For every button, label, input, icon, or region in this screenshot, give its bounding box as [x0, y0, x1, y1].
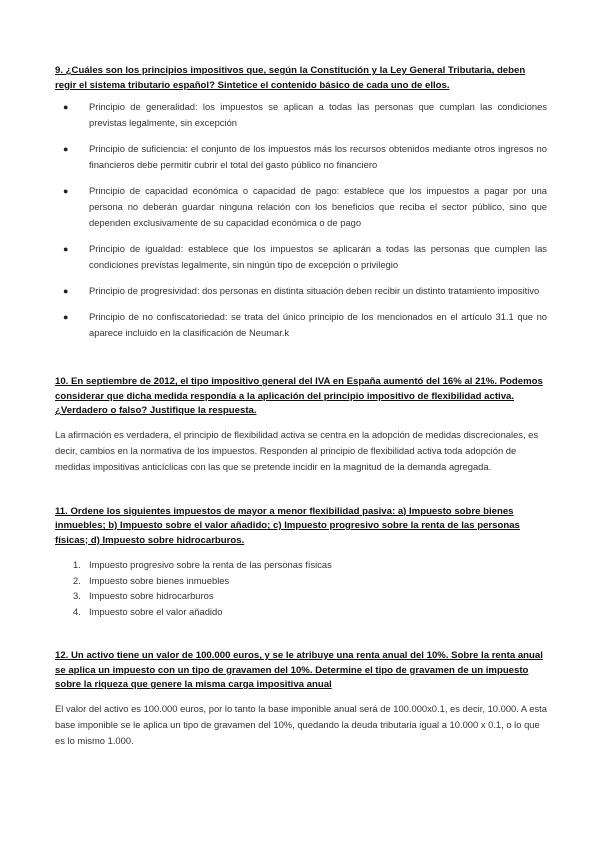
bullet-icon: ● [63, 144, 69, 154]
question-11-title: 11. Ordene los siguientes impuestos de mayor a menor flexibilidad pasiva: a) Impuesto sobre bienes inmuebles; b) Impuesto sobre el valor añadido; c) Impuesto progresivo sobre la renta de las personas físicas; d) Impuesto sobre hidrocarburos. [55, 505, 520, 546]
question-11-list [55, 557, 547, 619]
question-10-title: 10. En septiembre de 2012, el tipo impositivo general del IVA en España aumentó del 16% al 21%. Podemos considerar que dicha medida respondía a la aplicación del principio impositivo de flexibilidad activa. ¿Verdadero o falso? Justifique la respuesta. [55, 376, 543, 416]
list-item: 3. Impuesto sobre hidrocarburos [73, 590, 214, 601]
list-item: ● Principio de capacidad económica o capacidad de pago: establece que los impuestos a pagar por una persona no deberán guardar ninguna relación con los beneficios que reciba el sector público, sino que dependen exclusivamente de su capacidad económica o de pago [63, 185, 547, 228]
question-12-answer: El valor del activo es 100.000 euros, por lo tanto la base imponible anual será de 100.000x0.1, es decir, 10.000. A esta base imponible se le aplica un tipo de gravamen del 10%, quedando la deuda tributaria igual a 10.000 x 0.1, o lo que es lo mismo 1.000. [55, 702, 547, 746]
list-item: ● Principio de generalidad: los impuestos se aplican a todas las personas que cumplan las condiciones previstas legalmente, sin excepción [63, 101, 547, 128]
question-9-list [55, 99, 547, 341]
bullet-icon: ● [63, 186, 69, 196]
question-12-title: 12. Un activo tiene un valor de 100.000 euros, y se le atribuye una renta anual del 10%. Sobre la renta anual se aplica un impuesto con un tipo de gravamen del 10%. Determine el tipo de gravamen de un impuesto sobre la riqueza que genere la misma carga impositiva anual [55, 650, 543, 690]
bullet-icon: ● [63, 244, 69, 254]
bullet-icon: ● [63, 102, 69, 112]
question-10-answer: La afirmación es verdadera, el principio de flexibilidad activa se centra en la adopción de medidas discrecionales, es decir, cambios en la normativa de los impuestos. Responden al principio de flexibilidad activa toda adopción de medidas impositivas anticíclicas con las que se pretende incidir en la magnitud de la demanda agregada. [55, 428, 539, 472]
bullet-icon: ● [63, 312, 69, 322]
list-item: ● Principio de igualdad: establece que los impuestos se aplicarán a todas las personas que cumplen las condiciones previstas legalmente, sin ningún tipo de excepción o privilegio [63, 243, 547, 270]
list-item: ● Principio de suficiencia: el conjunto de los impuestos más los recursos obtenidos mediante otros ingresos no financieros debe permitir cubrir el total del gasto público no financiero [63, 143, 547, 170]
list-item: 2. Impuesto sobre bienes inmuebles [73, 574, 230, 586]
list-item: 4. Impuesto sobre el valor añadido [73, 605, 223, 617]
document-page [55, 64, 547, 749]
list-item: ● Principio de progresividad: dos personas en distinta situación deben recibir un distinto tratamiento impositivo [55, 283, 547, 299]
list-item: 1. Impuesto progresivo sobre la renta de las personas físicas [73, 559, 332, 570]
bullet-icon: ● [63, 286, 69, 296]
list-item: ● Principio de no confiscatoriedad: se trata del único principio de los mencionados en el artículo 31.1 que no aparece incluido en la clasificación de Neumar.k [63, 311, 547, 338]
question-9-title: 9. ¿Cuáles son los principios impositivos que, según la Constitución y la Ley General Tributaria, deben regir el sistema tributario español? Sintetice el contenido básico de cada uno de ellos. [55, 65, 526, 91]
